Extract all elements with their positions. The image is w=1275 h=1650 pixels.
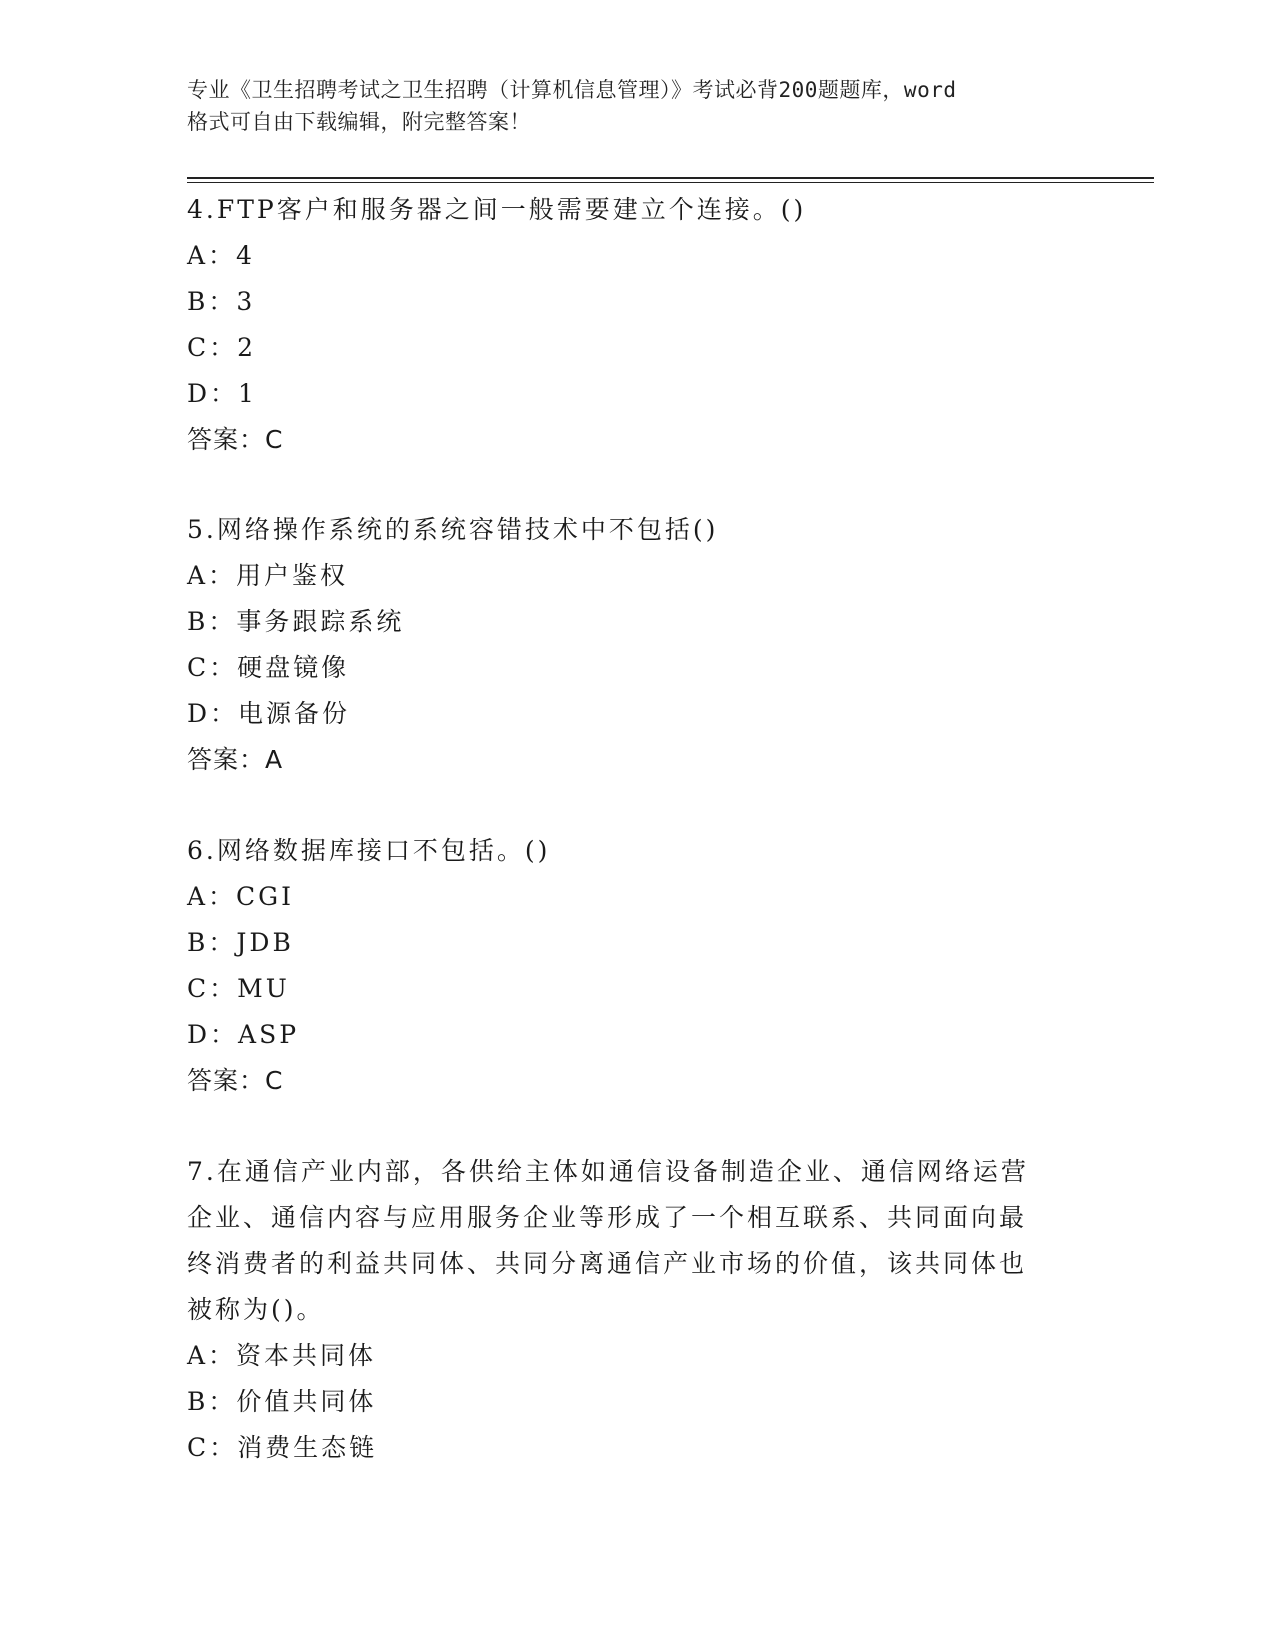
question-6 (187, 828, 1067, 1104)
header-divider-thin (187, 182, 1154, 183)
question-stem-line-1: 7.在通信产业内部，各供给主体如通信设备制造企业、通信网络运营 (187, 1157, 1029, 1186)
option-c: C：MU (187, 974, 290, 1003)
option-a: A：用户鉴权 (187, 561, 349, 590)
question-stem: 6.网络数据库接口不包括。() (187, 836, 551, 865)
option-b: B：事务跟踪系统 (187, 607, 405, 636)
option-c: C：消费生态链 (187, 1433, 378, 1462)
option-b: B：3 (187, 287, 256, 316)
answer: 答案：A (187, 745, 284, 774)
document-header (187, 74, 1087, 138)
option-d: D：1 (187, 379, 257, 408)
header-line-2: 格式可自由下载编辑，附完整答案！ (187, 110, 531, 134)
option-a: A：资本共同体 (187, 1341, 377, 1370)
option-a: A：4 (187, 241, 255, 270)
option-d: D：ASP (187, 1020, 300, 1049)
header-divider-thick (187, 177, 1154, 179)
option-b: B：价值共同体 (187, 1387, 377, 1416)
question-stem-line-4: 被称为()。 (187, 1295, 325, 1324)
option-d: D：电源备份 (187, 699, 351, 728)
question-4 (187, 187, 1067, 463)
question-stem-line-2: 企业、通信内容与应用服务企业等形成了一个相互联系、共同面向最 (187, 1203, 1028, 1232)
option-a: A：CGI (187, 882, 295, 911)
option-c: C：硬盘镜像 (187, 653, 350, 682)
question-5 (187, 507, 1067, 783)
question-stem: 5.网络操作系统的系统容错技术中不包括() (187, 515, 719, 544)
answer: 答案：C (187, 1066, 284, 1095)
header-line-1: 专业《卫生招聘考试之卫生招聘（计算机信息管理）》考试必背200题题库，word (187, 78, 957, 102)
question-stem: 4.FTP客户和服务器之间一般需要建立个连接。() (187, 195, 807, 224)
option-c: C：2 (187, 333, 257, 362)
question-7 (187, 1149, 1067, 1471)
answer: 答案：C (187, 425, 284, 454)
option-b: B：JDB (187, 928, 294, 957)
question-stem-line-3: 终消费者的利益共同体、共同分离通信产业市场的价值，该共同体也 (187, 1249, 1028, 1278)
